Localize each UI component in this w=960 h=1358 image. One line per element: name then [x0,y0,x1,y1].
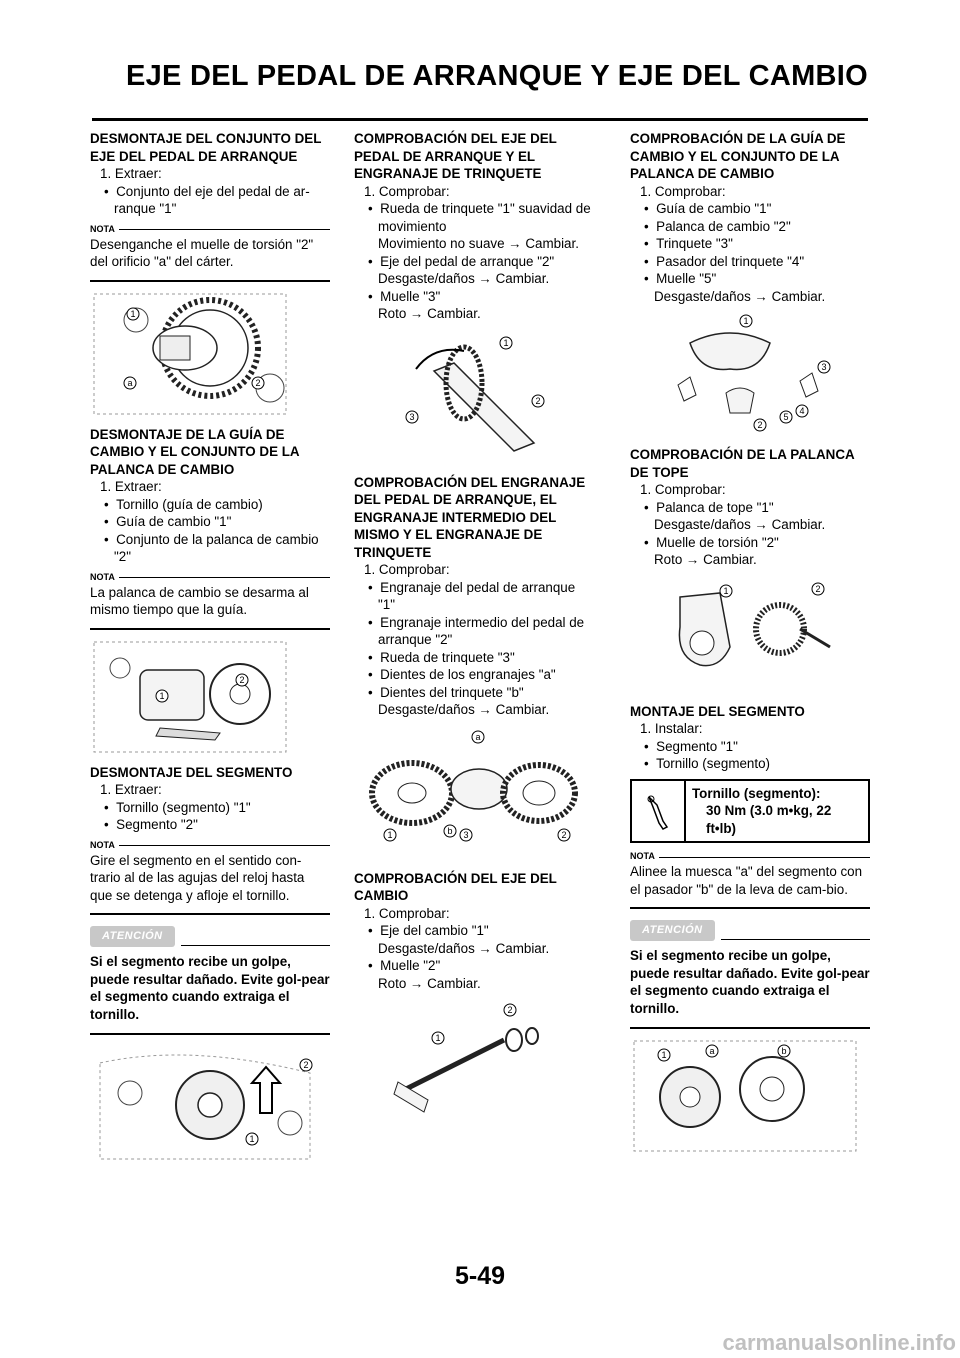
note-box [630,851,870,909]
svg-text:1: 1 [723,585,729,596]
step: 1. Comprobar: [364,183,450,199]
section-title: MONTAJE DEL SEGMENTO [630,703,805,719]
boss [278,1111,302,1135]
step: 1. Extraer: [100,479,162,494]
svg-text:b: b [781,1046,787,1056]
note-label: NOTA [90,571,115,582]
bullet-item: • Tornillo (segmento) "1" [90,799,330,817]
segment-installation-figure [630,1037,860,1155]
bullet-item: • Pasador del trinquete "4" [630,253,870,271]
column-1 [90,130,330,1171]
svg-text:1: 1 [503,337,509,348]
svg-text:5: 5 [783,412,789,422]
note-box [90,572,330,630]
boss [118,1081,142,1105]
section-title: DESMONTAJE DE LA GUÍA DE CAMBIO Y EL CONJUNTO DE LA PALANCA DE CAMBIO [90,426,300,477]
bullet-item: • Conjunto del eje del pedal de ar-ranque "1" [90,183,330,218]
bullet-item: • Eje del pedal de arranque "2" [354,253,594,271]
note-box [90,224,330,282]
stopper-lever-figure [630,577,850,695]
bullet-continuation: Desgaste/daños → Cambiar. [378,940,550,956]
shift-guide-removal-figure [90,638,290,756]
bullet-item: • Guía de cambio "1" [630,200,870,218]
shift-cam [740,1057,804,1121]
kick-shaft-removal-figure [90,290,290,418]
svg-text:1: 1 [435,1033,441,1043]
bullet-item: • Rueda de trinquete "3" [354,649,594,667]
stopper-roller [690,631,714,655]
svg-text:1: 1 [249,1134,255,1144]
segment-bolt [680,1087,700,1107]
idler-gear-hub [523,781,555,805]
bullet-continuation: Roto → Cambiar. [378,975,481,991]
bullet-item: • Palanca de tope "1" [630,499,870,517]
bullet-continuation: Roto → Cambiar. [654,552,757,567]
bullet-continuation: Roto → Cambiar. [378,306,481,321]
shift-guide [140,670,204,720]
svg-text:3: 3 [409,411,415,422]
bullet-continuation: Movimiento no suave → Cambiar. [378,236,579,251]
svg-text:2: 2 [561,829,567,840]
section-title: COMPROBACIÓN DEL EJE DEL CAMBIO [354,870,557,903]
step: 1. Extraer: [100,166,162,181]
shift-lever [156,728,220,740]
section-title: COMPROBACIÓN DEL ENGRANAJE DEL PEDAL DE ARRANQUE, EL ENGRANAJE INTERMEDIO DEL MISMO Y EL ENGRANAJE DE TRINQUETE [354,474,586,560]
pawl [678,377,696,401]
svg-text:a: a [475,731,481,742]
caution-box [90,927,330,1035]
bullet-item: • Rueda de trinquete "1" suavidad de movimiento [354,200,594,235]
caution-label: ATENCIÓN [630,920,715,942]
note-label: NOTA [90,839,115,850]
note-text: La palanca de cambio se desarma al mismo tiempo que la guía. [90,584,309,617]
svg-text:2: 2 [535,395,541,406]
bullet-continuation: Desgaste/daños → Cambiar. [654,517,826,532]
ratchet-wheel [451,769,507,809]
bullet-item: • Muelle "5" [630,270,870,288]
bullet-item: • Muelle de torsión "2" [630,534,870,552]
svg-text:1: 1 [743,316,749,326]
caution-text: Si el segmento recibe un golpe, puede resultar dañado. Evite gol-pear el segmento cuando extraiga el tornillo. [630,948,870,1016]
bullet-item: • Guía de cambio "1" [90,513,330,531]
washer [526,1028,538,1044]
svg-text:1: 1 [387,829,393,840]
note-label: NOTA [90,223,115,234]
section-title: DESMONTAJE DEL CONJUNTO DEL EJE DEL PEDAL DE ARRANQUE [90,131,322,164]
rotation-arrow [252,1067,280,1113]
bullet-item: • Engranaje intermedio del pedal de arranque "2" [354,614,594,649]
pawl [800,373,818,397]
svg-text:b: b [447,825,453,836]
svg-text:3: 3 [821,362,827,372]
note-text: Desenganche el muelle de torsión "2" del orificio "a" del cárter. [90,236,314,269]
svg-text:2: 2 [757,420,763,430]
svg-text:3: 3 [463,829,469,840]
bullet-item: • Segmento "2" [90,816,330,834]
torque-spec-box [630,779,870,844]
svg-text:2: 2 [507,1005,513,1015]
section-title: COMPROBACIÓN DE LA GUÍA DE CAMBIO Y EL CONJUNTO DE LA PALANCA DE CAMBIO [630,131,846,181]
note-label: NOTA [630,851,655,862]
note-text: Alinee la muesca "a" del segmento con el pasador "b" de la leva de cam-bio. [630,864,863,897]
step: 1. Instalar: [640,721,703,736]
segment-removal-figure [90,1043,320,1163]
svg-text:1: 1 [130,308,136,319]
caution-label: ATENCIÓN [90,926,175,948]
torsion-spring [756,605,804,653]
svg-text:1: 1 [661,1050,667,1060]
page-title: EJE DEL PEDAL DE ARRANQUE Y EJE DEL CAMBIO [125,60,868,92]
step: 1. Comprobar: [640,183,726,199]
kick-gear-hub [398,783,426,803]
shift-guide-figure [630,313,850,438]
note-box [90,840,330,916]
step: 1. Extraer: [100,782,162,797]
svg-text:2: 2 [815,583,821,594]
bullet-item: • Dientes de los engranajes "a" [354,666,594,684]
bullet-item: • Palanca de cambio "2" [630,218,870,236]
bullet-item: • Tornillo (segmento) [630,755,870,773]
page-number: 5-49 [454,1262,506,1290]
watermark-url: carmanualsonline.info [722,1330,956,1355]
section-title: DESMONTAJE DEL SEGMENTO [90,764,293,780]
svg-text:2: 2 [303,1060,309,1070]
note-text: Gire el segmento en el sentido con-trario al de las agujas del reloj hasta que se detenga y afloje el tornillo. [90,852,305,903]
svg-text:2: 2 [239,674,245,685]
step: 1. Comprobar: [364,562,450,577]
bullet-item: • Eje del cambio "1" [354,922,594,940]
bullet-item: • Segmento "1" [630,738,870,756]
column-2 [354,130,594,1128]
shift-lever [726,388,754,413]
shift-cam-center [230,684,250,704]
gears-figure [354,727,584,852]
bullet-item: • Muelle "3" [354,288,594,306]
torque-value: 30 Nm (3.0 m•kg, 22 ft•lb) [706,803,832,836]
header-rule [92,118,868,121]
torque-title: Tornillo (segmento): [692,785,821,801]
shift-shaft [404,1040,504,1090]
shift-shaft-figure [354,1000,554,1120]
spring [506,1029,522,1051]
bullet-item: • Engranaje del pedal de arranque "1" [354,579,594,614]
boss [110,658,130,678]
svg-text:2: 2 [255,377,261,388]
svg-text:1: 1 [159,690,165,701]
svg-text:a: a [709,1046,715,1056]
section-title: COMPROBACIÓN DEL EJE DEL PEDAL DE ARRANQUE Y EL ENGRANAJE DE TRINQUETE [354,131,557,181]
caution-box [630,921,870,1029]
shift-guide [690,333,770,369]
kick-shaft-figure [354,331,554,456]
segment-bolt [198,1093,222,1117]
shaft [160,336,190,360]
shift-cam [210,664,270,724]
bullet-item: • Muelle "2" [354,957,594,975]
step: 1. Comprobar: [364,905,450,921]
svg-text:a: a [127,377,133,388]
column-3 [630,130,870,1163]
step: 1. Comprobar: [640,482,726,497]
svg-text:4: 4 [799,406,805,416]
bullet-item: • Dientes del trinquete "b" [354,684,594,702]
bullet-item: • Conjunto de la palanca de cambio "2" [90,531,330,566]
bullet-item: • Trinquete "3" [630,235,870,253]
shift-cam-center [760,1077,784,1101]
bullet-continuation: Desgaste/daños → Cambiar. [654,288,826,304]
bullet-item: • Tornillo (guía de cambio) [90,496,330,514]
bullet-continuation: Desgaste/daños → Cambiar. [378,702,550,717]
torque-wrench-icon [632,781,686,842]
section-title: COMPROBACIÓN DE LA PALANCA DE TOPE [630,447,855,480]
caution-text: Si el segmento recibe un golpe, puede resultar dañado. Evite gol-pear el segmento cuando extraiga el tornillo. [90,954,330,1022]
bullet-continuation: Desgaste/daños → Cambiar. [378,271,550,286]
